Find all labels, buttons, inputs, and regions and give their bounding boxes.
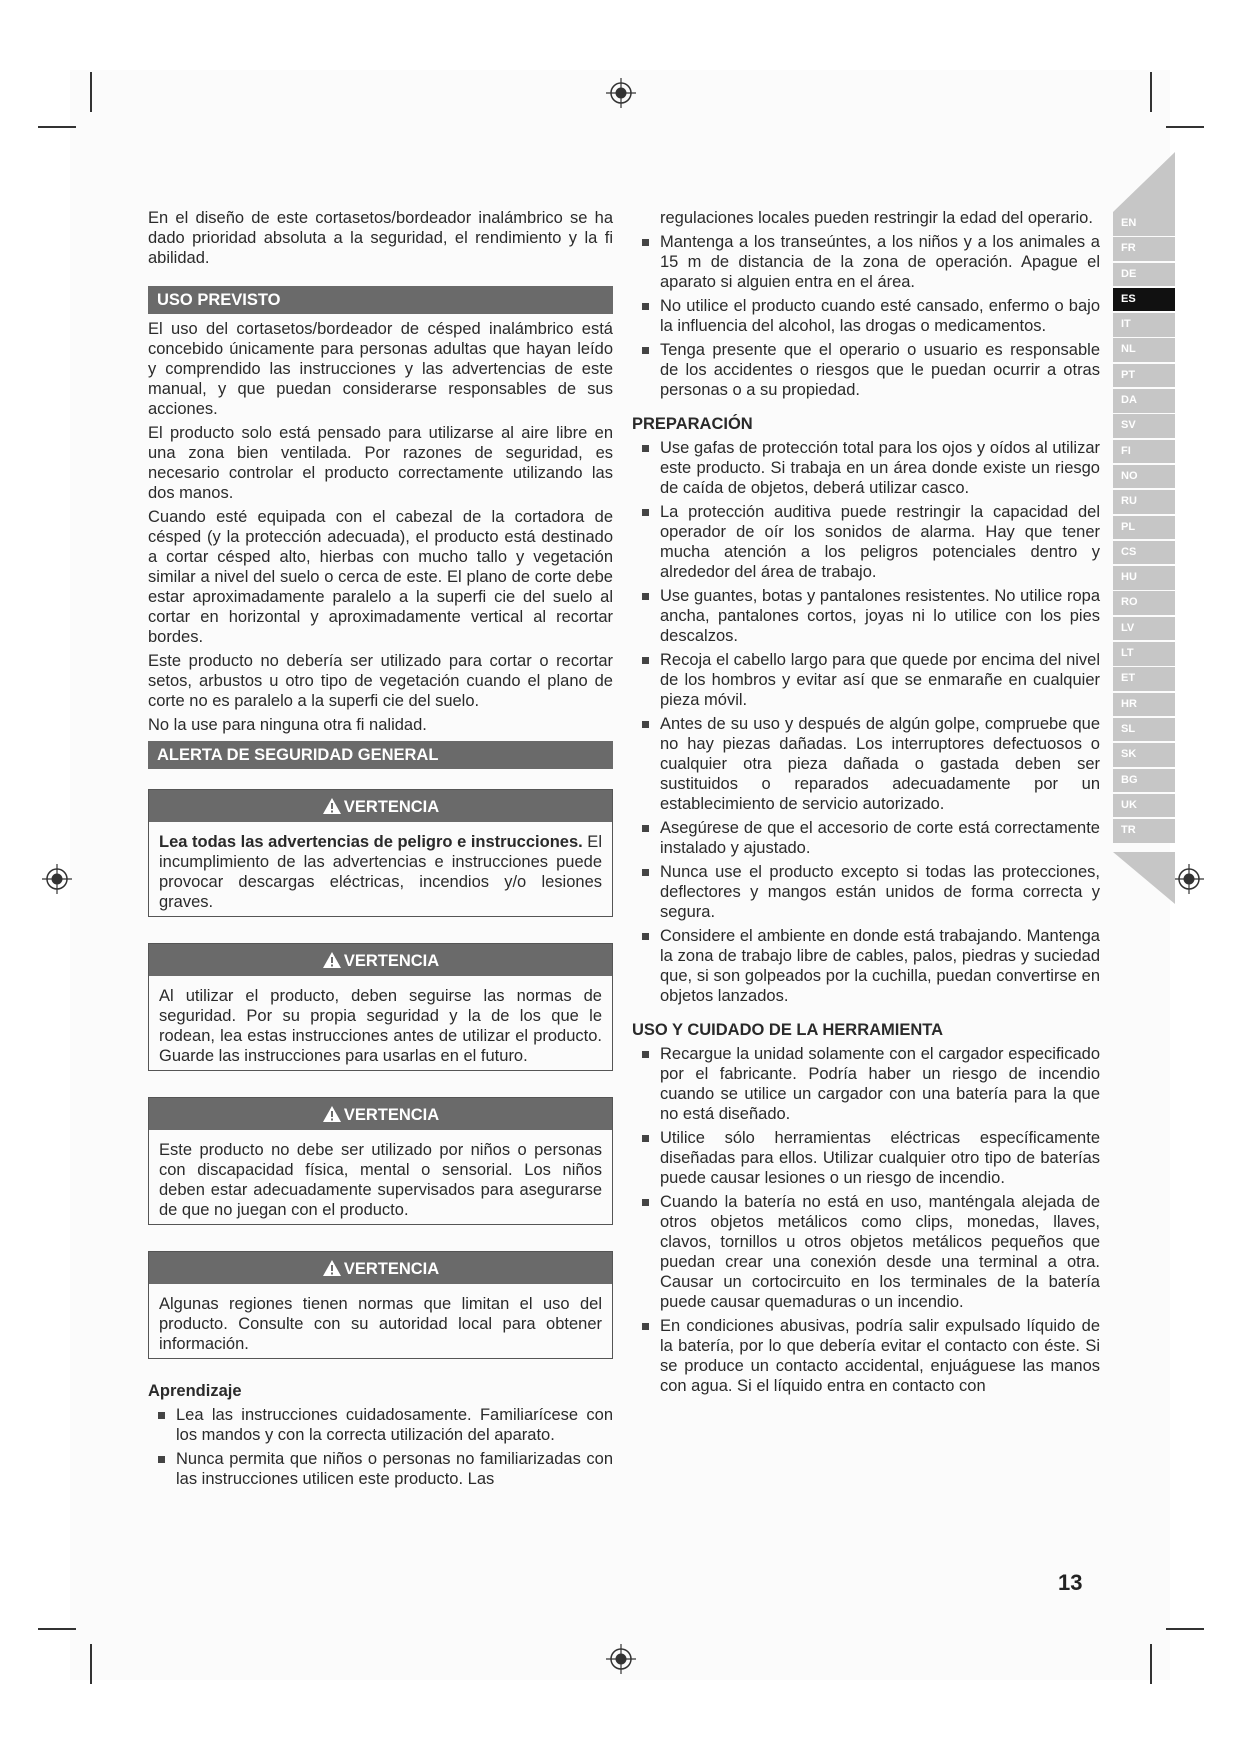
- crop-mark: [38, 126, 76, 128]
- language-tabs: [1113, 212, 1175, 844]
- crop-mark: [90, 72, 92, 112]
- language-tab-bg[interactable]: BG: [1113, 769, 1175, 793]
- list-item: Use guantes, botas y pantalones resistentes. No utilice ropa ancha, pantalones cortos, joyas ni lo utilice con los pies descalzos.: [660, 587, 1100, 645]
- crop-mark: [1150, 72, 1152, 112]
- language-tab-en[interactable]: EN: [1113, 212, 1175, 236]
- language-tab-da[interactable]: DA: [1113, 389, 1175, 413]
- language-tab-ru[interactable]: RU: [1113, 490, 1175, 514]
- list-item: La protección auditiva puede restringir la capacidad del operador de oír los sonidos de alarma. Hay que tener mucha atención a los peligros potenciales dentro y alrededor del área de trabajo.: [660, 503, 1100, 581]
- language-tab-sk[interactable]: SK: [1113, 743, 1175, 767]
- language-tab-sl[interactable]: SL: [1113, 718, 1175, 742]
- language-tab-hu[interactable]: HU: [1113, 566, 1175, 590]
- warning-body: Algunas regiones tienen normas que limitan el uso del producto. Consulte con su autoridad local para obtener información.: [159, 1295, 602, 1353]
- language-tab-it[interactable]: IT: [1113, 313, 1175, 337]
- registration-mark-icon: [42, 864, 72, 894]
- registration-mark-icon: [606, 78, 636, 108]
- language-tab-pt[interactable]: PT: [1113, 364, 1175, 388]
- language-tab-nl[interactable]: NL: [1113, 338, 1175, 362]
- warning-box: [148, 943, 613, 1071]
- continued-paragraph: regulaciones locales pueden restringir la edad del operario.: [660, 209, 1093, 227]
- language-tab-no[interactable]: NO: [1113, 465, 1175, 489]
- language-tab-cs[interactable]: CS: [1113, 541, 1175, 565]
- warning-lead: Lea todas las advertencias de peligro e instrucciones.: [159, 833, 583, 851]
- bullet-list: [632, 232, 1100, 400]
- subheading-aprendizaje: Aprendizaje: [148, 1382, 242, 1400]
- warning-header: [149, 944, 612, 976]
- warning-body: [149, 822, 612, 916]
- list-item: Tenga presente que el operario o usuario es responsable de los accidentes o riesgos que le puedan ocurrir a otras personas o a su propiedad.: [660, 341, 1100, 399]
- list-item: Recargue la unidad solamente con el cargador especificado por el fabricante. Podría haber un riesgo de incendio cuando se utilice un cargador con una batería para la que no está diseñado.: [660, 1045, 1100, 1123]
- subheading-preparacion: PREPARACIÓN: [632, 415, 753, 433]
- warning-triangle-icon: [322, 951, 342, 969]
- list-item: Considere el ambiente en donde está trabajando. Mantenga la zona de trabajo libre de cables, palos, piedras y suciedad que, si son golpeados por la cuchilla, puedan convertirse en objetos lanzados.: [660, 927, 1100, 1005]
- paragraph: No la use para ninguna otra fi nalidad.: [148, 716, 427, 734]
- language-tab-lv[interactable]: LV: [1113, 617, 1175, 641]
- list-item: No utilice el producto cuando esté cansado, enfermo o bajo la influencia del alcohol, las drogas o medicamentos.: [660, 297, 1100, 335]
- section-title-alerta: ALERTA DE SEGURIDAD GENERAL: [148, 741, 613, 769]
- language-tab-fi[interactable]: FI: [1113, 440, 1175, 464]
- list-item: Lea las instrucciones cuidadosamente. Familiarícese con los mandos y con la correcta utilización del aparato.: [176, 1406, 613, 1444]
- paragraph: Este producto no debería ser utilizado para cortar o recortar setos, arbustos u otro tipo de vegetación cuando el plano de corte no es paralelo a la superfi cie del suelo.: [148, 652, 613, 710]
- left-column: [148, 208, 613, 1493]
- warning-box: [148, 1251, 613, 1359]
- right-column: [632, 208, 1100, 1400]
- bullet-list: [632, 1044, 1100, 1396]
- warning-box: [148, 789, 613, 917]
- crop-mark: [38, 1628, 76, 1630]
- subheading-uso-cuidado: USO Y CUIDADO DE LA HERRAMIENTA: [632, 1021, 944, 1039]
- language-tab-et[interactable]: ET: [1113, 667, 1175, 691]
- warning-header: [149, 1252, 612, 1284]
- paragraph: Cuando esté equipada con el cabezal de la cortadora de césped (y la protección adecuada), el producto está destinado a cortar césped alto, hierbas con mucho tallo y vegetación similar a nivel del suelo o cerca de este. El plano de corte debe estar aproximadamente paralelo a la superfi cie del suelo al cortar en horizontal y aproximadamente vertical al recortar bordes.: [148, 508, 613, 646]
- language-tab-sv[interactable]: SV: [1113, 414, 1175, 438]
- language-tab-de[interactable]: DE: [1113, 263, 1175, 287]
- list-item: Recoja el cabello largo para que quede por encima del nivel de los hombros y evitar así que se enmarañe en cualquier pieza móvil.: [660, 651, 1100, 709]
- warning-body: Este producto no debe ser utilizado por niños o personas con discapacidad física, mental o sensorial. Los niños deben estar adecuadamente supervisados para asegurarse de que no juegan con el producto.: [159, 1141, 602, 1219]
- warning-header-text: VERTENCIA: [343, 1106, 440, 1124]
- crop-mark: [1166, 1628, 1204, 1630]
- warning-header-text: VERTENCIA: [343, 952, 440, 970]
- language-tab-footer-shape: [1113, 852, 1175, 904]
- language-tab-uk[interactable]: UK: [1113, 794, 1175, 818]
- warning-header-text: VERTENCIA: [343, 798, 440, 816]
- list-item: Utilice sólo herramientas eléctricas específicamente diseñadas para ellos. Utilizar cualquier otro tipo de baterías puede causar lesiones o un riesgo de incendio.: [660, 1129, 1100, 1187]
- list-item: En condiciones abusivas, podría salir expulsado líquido de la batería, por lo que debería evitar el contacto con éste. Si se produce un contacto accidental, enjuáguese las manos con agua. Si el líquido entra en contacto con: [660, 1317, 1100, 1395]
- page-number: 13: [1058, 1570, 1083, 1595]
- warning-text: El incumplimiento de las advertencias e instrucciones puede provocar descargas eléctricas, incendios y/o lesiones graves.: [159, 833, 602, 911]
- language-tab-fr[interactable]: FR: [1113, 237, 1175, 261]
- warning-body: Al utilizar el producto, deben seguirse las normas de seguridad. Por su propia seguridad y la de los que le rodean, lea estas instrucciones antes de utilizar el producto. Guarde las instrucciones para usarlas en el futuro.: [159, 987, 602, 1065]
- list-item: Nunca permita que niños o personas no familiarizadas con las instrucciones utilicen este producto. Las: [176, 1450, 613, 1488]
- language-tab-es[interactable]: ES: [1113, 288, 1175, 312]
- language-tab-ro[interactable]: RO: [1113, 591, 1175, 615]
- bullet-list: [148, 1405, 613, 1489]
- language-tab-hr[interactable]: HR: [1113, 693, 1175, 717]
- registration-mark-icon: [1174, 864, 1204, 894]
- language-tab-tr[interactable]: TR: [1113, 819, 1175, 843]
- language-tab-header-shape: [1113, 152, 1175, 212]
- paragraph: El uso del cortasetos/bordeador de césped inalámbrico está concebido únicamente para personas adultas que hayan leído y comprendido las instrucciones y las advertencias de este manual, y que puedan considerarse responsables de sus acciones.: [148, 320, 613, 418]
- warning-header-text: VERTENCIA: [343, 1260, 440, 1278]
- crop-mark: [1166, 126, 1204, 128]
- warning-header: [149, 1098, 612, 1130]
- warning-box: [148, 1097, 613, 1225]
- section-title-uso-previsto: USO PREVISTO: [148, 286, 613, 314]
- warning-triangle-icon: [322, 797, 342, 815]
- list-item: Antes de su uso y después de algún golpe, compruebe que no hay piezas dañadas. Los interruptores defectuosos o cualquier otra pieza dañada o gastada deben ser sustituidos o reparados adecuadamente por un establecimiento de servicio autorizado.: [660, 715, 1100, 813]
- list-item: Use gafas de protección total para los ojos y oídos al utilizar este producto. Si trabaja en un área donde existe un riesgo de caída de objetos, deberá utilizar casco.: [660, 439, 1100, 497]
- list-item: Asegúrese de que el accesorio de corte está correctamente instalado y ajustado.: [660, 819, 1100, 857]
- warning-triangle-icon: [322, 1105, 342, 1123]
- crop-mark: [1150, 1644, 1152, 1684]
- list-item: Mantenga a los transeúntes, a los niños y a los animales a 15 m de distancia de la zona de operación. Apague el aparato si alguien entra en el área.: [660, 233, 1100, 291]
- warning-triangle-icon: [322, 1259, 342, 1277]
- list-item: Cuando la batería no está en uso, manténgala alejada de otros objetos metálicos como clips, monedas, llaves, clavos, tornillos u otros objetos metálicos pequeños que puedan crear una conexión desde una terminal a otra. Causar un cortocircuito en los terminales de la batería puede causar quemaduras o un incendio.: [660, 1193, 1100, 1311]
- intro-paragraph: En el diseño de este cortasetos/bordeador inalámbrico se ha dado prioridad absoluta a la seguridad, el rendimiento y la fi abilidad.: [148, 209, 613, 267]
- registration-mark-icon: [606, 1644, 636, 1674]
- language-tab-pl[interactable]: PL: [1113, 516, 1175, 540]
- bullet-list: [632, 438, 1100, 1006]
- list-item: Nunca use el producto excepto si todas las protecciones, deflectores y mangos están unidos de forma correcta y segura.: [660, 863, 1100, 921]
- crop-mark: [90, 1644, 92, 1684]
- warning-header: [149, 790, 612, 822]
- paragraph: El producto solo está pensado para utilizarse al aire libre en una zona bien ventilada. Por razones de seguridad, es necesario controlar el producto correctamente utilizando las dos manos.: [148, 424, 613, 502]
- language-tab-lt[interactable]: LT: [1113, 642, 1175, 666]
